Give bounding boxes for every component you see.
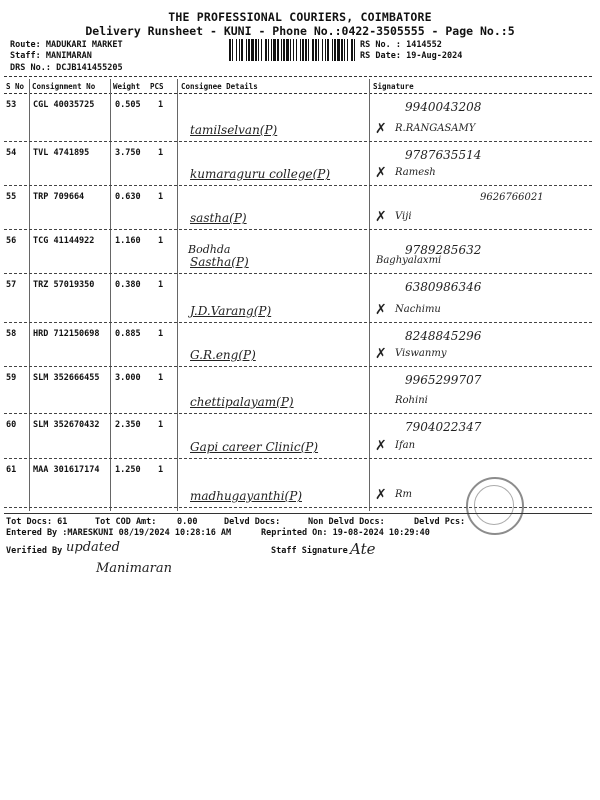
col-divider [369,79,370,511]
row-weight: 3.750 [115,148,141,158]
signature-handwriting: Nachimu [395,304,441,315]
row-pcs: 1 [158,280,164,290]
signature-handwriting: Viswanmy [395,348,447,359]
col-header-pcs: PCS [150,82,164,91]
row-separator [4,458,592,459]
consignee-handwriting: G.R.eng(P) [190,348,256,362]
col-divider [29,79,30,511]
barcode-image [229,39,355,61]
col-divider [110,79,111,511]
row-separator [4,273,592,274]
company-title: THE PROFESSIONAL COURIERS, COIMBATORE [168,10,432,24]
delvd-pcs: Delvd Pcs: [414,517,466,527]
reprinted-on: Reprinted On: 19-08-2024 10:29:40 [261,528,430,538]
delvd-docs: Delvd Docs: [224,517,281,527]
row-consignment-no: HRD 712150698 [33,329,100,339]
row-separator [4,322,592,323]
staff-signature-handwriting: Ate [350,540,376,558]
row-pcs: 1 [158,373,164,383]
consignee-handwriting: chettipalayam(P) [190,395,294,409]
rs-no-line [360,40,442,50]
row-consignment-no: CGL 40035725 [33,100,95,110]
header-bottom-rule [4,93,592,94]
entered-by: Entered By :MARESKUNI 08/19/2024 10:28:16 AM [6,528,232,538]
row-weight: 1.250 [115,465,141,475]
rs-no-value: 1414552 [406,40,442,50]
rs-date-label: RS Date: [360,51,401,61]
col-header-sno: S No [6,82,25,91]
consignee-handwriting: kumaraguru college(P) [190,167,331,181]
drs-label: DRS No.: [10,63,51,73]
cross-mark-icon: ✗ [375,346,387,362]
row-weight: 1.160 [115,236,141,246]
row-consignment-no: SLM 352666455 [33,373,100,383]
consignee-handwriting-extra: Bodhda [188,243,231,256]
header-top-rule [4,76,592,77]
consignee-handwriting: tamilselvan(P) [190,123,278,137]
verified-by-label: Verified By [6,546,63,556]
row-weight: 0.630 [115,192,141,202]
row-separator [4,366,592,367]
row-consignment-no: TCG 41144922 [33,236,95,246]
tot-docs: Tot Docs: 61 [6,517,68,527]
row-weight: 0.505 [115,100,141,110]
cross-mark-icon: ✗ [375,487,387,503]
consignee-handwriting: Sastha(P) [190,255,249,269]
row-pcs: 1 [158,465,164,475]
consignee-handwriting: madhugayanthi(P) [190,489,302,503]
staff-signature-label: Staff Signature [271,546,348,556]
row-pcs: 1 [158,236,164,246]
consignee-handwriting: J.D.Varang(P) [190,304,272,318]
row-sno: 53 [6,100,17,110]
rs-date-line [360,51,462,61]
non-delvd-docs: Non Delvd Docs: [308,517,385,527]
route-line [10,40,123,50]
verified-name-handwriting: Manimaran [96,561,173,576]
row-consignment-no: TRP 709664 [33,192,85,202]
staff-label: Staff: [10,51,41,61]
row-separator [4,229,592,230]
row-sno: 59 [6,373,17,383]
signature-handwriting: Rm [395,489,413,500]
row-pcs: 1 [158,100,164,110]
col-header-consignment: Consignment No [32,82,96,91]
consignee-handwriting: sastha(P) [190,211,247,225]
signature-phone-handwriting: 9789285632 [405,243,482,257]
signature-phone-handwriting: 9787635514 [405,148,482,162]
signature-phone-handwriting: 9965299707 [405,373,482,387]
row-sno: 56 [6,236,17,246]
drs-line [10,63,123,73]
rs-no-label: RS No. : [360,40,401,50]
col-divider [177,79,178,511]
signature-handwriting: R.RANGASAMY [395,123,476,134]
row-separator [4,185,592,186]
row-consignment-no: TRZ 57019350 [33,280,95,290]
signature-phone-handwriting: 9626766021 [480,192,544,203]
signature-phone-handwriting: 6380986346 [405,280,482,294]
footer-rule [4,513,592,514]
row-pcs: 1 [158,192,164,202]
row-pcs: 1 [158,329,164,339]
row-weight: 2.350 [115,420,141,430]
staff-value: MANIMARAN [45,51,92,61]
courier-stamp-inner [474,485,514,525]
row-weight: 0.885 [115,329,141,339]
row-weight: 0.380 [115,280,141,290]
signature-handwriting: Ramesh [395,167,436,178]
signature-handwriting: Baghyalaxmi [376,255,442,266]
staff-line [10,51,92,61]
cross-mark-icon: ✗ [375,165,387,181]
signature-handwriting: Ifan [395,440,416,451]
cross-mark-icon: ✗ [375,302,387,318]
tot-cod-label: Tot COD Amt: [95,517,157,527]
drs-value: DCJB141455205 [56,63,123,73]
row-sno: 61 [6,465,17,475]
consignee-handwriting: Gapi career Clinic(P) [190,440,319,454]
signature-phone-handwriting: 8248845296 [405,329,482,343]
cross-mark-icon: ✗ [375,438,387,454]
signature-phone-handwriting: 7904022347 [405,420,482,434]
row-consignment-no: SLM 352670432 [33,420,100,430]
row-separator [4,413,592,414]
col-header-weight: Weight [113,82,141,91]
signature-phone-handwriting: 9940043208 [405,100,482,114]
signature-handwriting: Viji [395,211,412,222]
signature-handwriting: Rohini [395,395,428,406]
tot-cod-value: 0.00 [177,517,198,527]
row-weight: 3.000 [115,373,141,383]
col-header-consignee: Consignee Details [181,82,258,91]
row-sno: 54 [6,148,17,158]
row-sno: 55 [6,192,17,202]
verified-by-handwriting: updated [66,540,121,555]
col-header-signature: Signature [373,82,414,91]
row-separator [4,141,592,142]
route-label: Route: [10,40,41,50]
row-sno: 57 [6,280,17,290]
rs-date-value: 19-Aug-2024 [406,51,463,61]
row-pcs: 1 [158,148,164,158]
row-consignment-no: TVL 4741895 [33,148,90,158]
cross-mark-icon: ✗ [375,121,387,137]
row-sno: 58 [6,329,17,339]
row-consignment-no: MAA 301617174 [33,465,100,475]
runsheet-subtitle: Delivery Runsheet - KUNI - Phone No.:0422-3505555 - Page No.:5 [85,24,515,38]
route-value: MADUKARI MARKET [45,40,123,50]
row-pcs: 1 [158,420,164,430]
cross-mark-icon: ✗ [375,209,387,225]
row-sno: 60 [6,420,17,430]
